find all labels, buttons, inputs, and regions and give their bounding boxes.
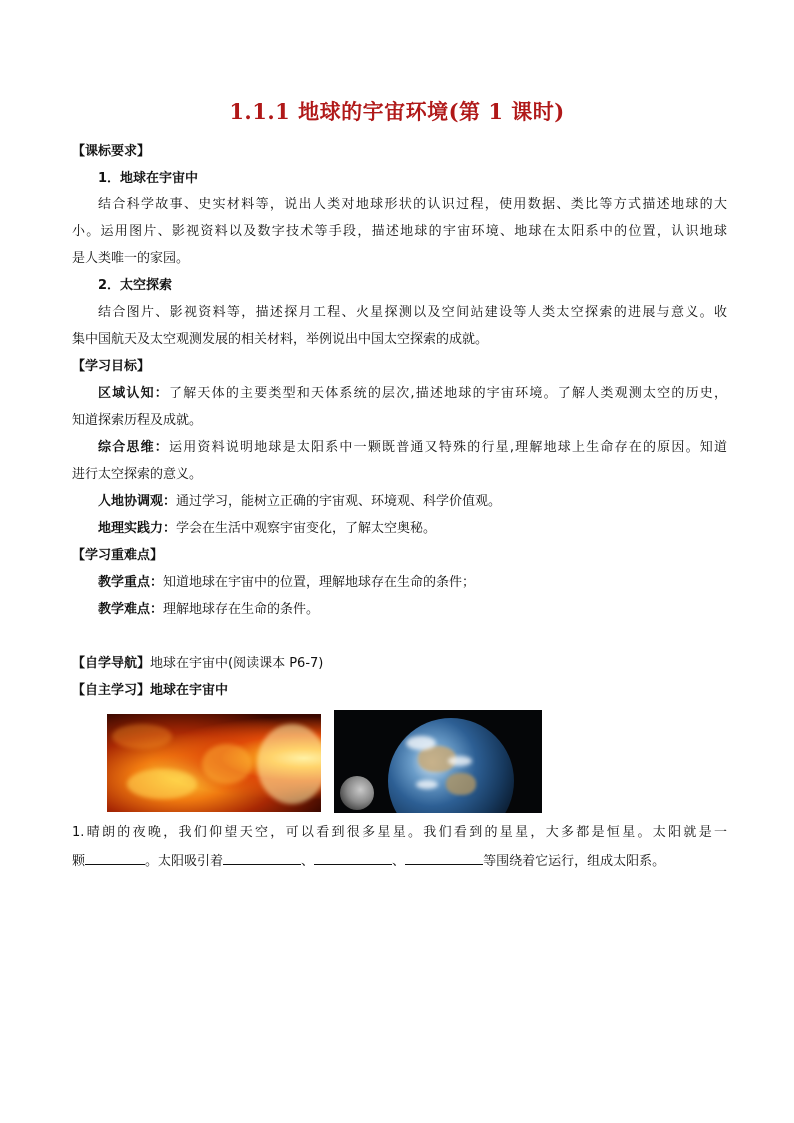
keypoint-text: 知道地球在宇宙中的位置，理解地球存在生命的条件； [163, 575, 476, 590]
curriculum-item1-line2: 小。运用图片、影视资料以及数字技术等手段，描述地球的宇宙环境、地球在太阳系中的位置，认识地球 [72, 224, 727, 239]
sun-surface-image [107, 714, 321, 812]
keypoint-focus [98, 574, 727, 592]
curriculum-item2-line1: 结合图片、影视资料等，描述探月工程、火星探测以及空间站建设等人类太空探索的进展与意义。收 [98, 305, 727, 320]
objective-text: 学会在生活中观察宇宙变化，了解太空奥秘。 [176, 521, 437, 536]
moon [340, 776, 374, 810]
separator: 、 [301, 854, 315, 869]
self-learning-text: 地球在宇宙中 [150, 683, 229, 698]
answer-blank[interactable] [314, 851, 392, 865]
curriculum-item1-line1: 结合科学故事、史实材料等，说出人类对地球形状的认识过程，使用数据、类比等方式描述地球的大 [98, 197, 727, 212]
self-study-navigation [72, 655, 727, 673]
objective-human-earth [98, 493, 727, 511]
answer-blank[interactable] [223, 851, 301, 865]
objective-label: 综合思维： [98, 440, 170, 455]
keypoint-label: 教学难点： [98, 602, 164, 617]
curriculum-item2-title: 2．太空探索 [98, 278, 173, 293]
earth-globe [388, 718, 514, 813]
self-learning [72, 682, 727, 700]
separator: 、 [392, 854, 406, 869]
keypoint-label: 教学重点： [98, 575, 164, 590]
curriculum-item1-title: 1．地球在宇宙中 [98, 171, 199, 186]
section-heading-keypoints: 【学习重难点】 [72, 548, 164, 563]
keypoint-difficulty [98, 601, 727, 619]
earth-moon-image [334, 710, 542, 813]
objective-label: 区域认知： [98, 386, 170, 401]
objective-synthesis-line1 [98, 439, 727, 457]
section-heading-curriculum: 【课标要求】 [72, 144, 151, 159]
navigation-heading: 【自学导航】 [72, 656, 151, 671]
section-heading-objectives: 【学习目标】 [72, 359, 151, 374]
objective-label: 人地协调观： [98, 494, 177, 509]
answer-blank[interactable] [85, 851, 145, 865]
navigation-text: 地球在宇宙中(阅读课本 P6-7) [150, 656, 324, 671]
objective-label: 地理实践力： [98, 521, 177, 536]
question1-line1: 1.晴朗的夜晚，我们仰望天空，可以看到很多星星。我们看到的星星，大多都是恒星。太阳就是一 [72, 825, 727, 840]
curriculum-item2-line2: 集中国航天及太空观测发展的相关材料，举例说出中国太空探索的成就。 [72, 332, 489, 347]
keypoint-text: 理解地球存在生命的条件。 [163, 602, 320, 617]
objective-practice [98, 520, 727, 538]
answer-blank[interactable] [405, 851, 483, 865]
objective-regional-line1 [98, 385, 727, 403]
objective-text: 了解天体的主要类型和天体系统的层次,描述地球的宇宙环境。了解人类观测太空的历史， [169, 386, 727, 401]
objective-text: 运用资料说明地球是太阳系中一颗既普通又特殊的行星,理解地球上生命存在的原因。知道 [169, 440, 727, 455]
objective-regional-line2: 知道探索历程及成就。 [72, 413, 203, 428]
question1-line2 [72, 851, 727, 871]
objective-synthesis-line2: 进行太空探索的意义。 [72, 467, 203, 482]
page-title: 1.1.1 地球的宇宙环境(第 1 课时) [229, 99, 565, 124]
question1-text-c: 等围绕着它运行，组成太阳系。 [483, 854, 666, 869]
question1-text-a: 颗 [72, 854, 86, 869]
curriculum-item1-line3: 是人类唯一的家园。 [72, 251, 190, 266]
self-learning-heading: 【自主学习】 [72, 683, 151, 698]
question1-text-b: 。太阳吸引着 [145, 854, 224, 869]
objective-text: 通过学习，能树立正确的宇宙观、环境观、科学价值观。 [176, 494, 502, 509]
